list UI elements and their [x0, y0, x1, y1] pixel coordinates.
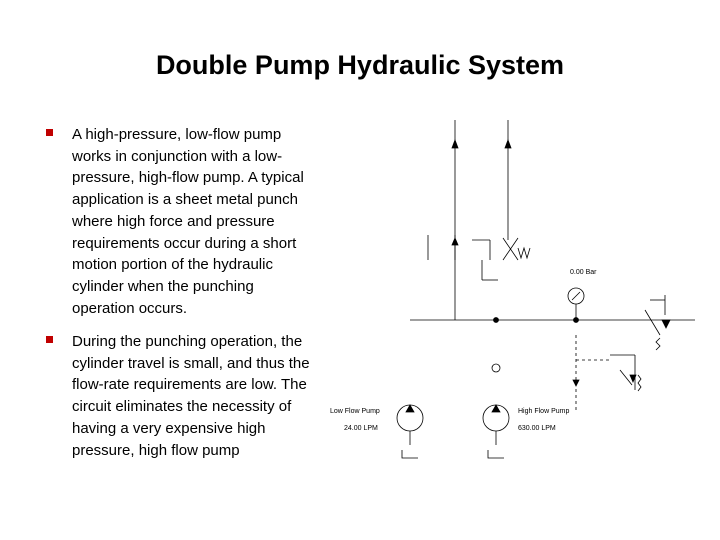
tank-symbols	[402, 450, 504, 458]
bullet-item	[46, 331, 316, 461]
bullet-text: A high-pressure, low-flow pump works in conjunction with a low-pressure, high-flow pump. A typical application is a sheet metal punch where high force and pressure requirements occur during a short motion portion of the hydraulic cylinder when the punching operation occurs.	[72, 126, 304, 317]
relief-valve-icon	[645, 295, 670, 350]
low-pump-label: Low Flow Pump	[330, 408, 380, 415]
check-valve-icon	[492, 364, 500, 372]
unloading-valve-icon	[610, 355, 641, 391]
high-pump-flow: 630.00 LPM	[518, 425, 556, 432]
hydraulic-circuit-diagram	[320, 100, 710, 480]
pressure-gauge-icon	[568, 288, 584, 320]
pilot-line	[573, 335, 610, 410]
high-pump-label: High Flow Pump	[518, 408, 570, 415]
directional-valve	[428, 235, 530, 280]
bullet-marker	[46, 129, 53, 136]
high-flow-pump-icon	[483, 405, 509, 445]
low-flow-pump-icon	[397, 405, 423, 445]
bullet-item	[46, 124, 316, 319]
low-pump-flow: 24.00 LPM	[344, 425, 378, 432]
cylinder-lines	[452, 120, 511, 320]
bullet-marker	[46, 336, 53, 343]
slide-title: Double Pump Hydraulic System	[155, 50, 565, 80]
bullet-text: During the punching operation, the cylinder travel is small, and thus the flow-rate requirements are low. The circuit eliminates the necessity of having a very expensive high pressure, high flow pump	[72, 333, 310, 459]
gauge-reading: 0.00 Bar	[570, 269, 597, 276]
